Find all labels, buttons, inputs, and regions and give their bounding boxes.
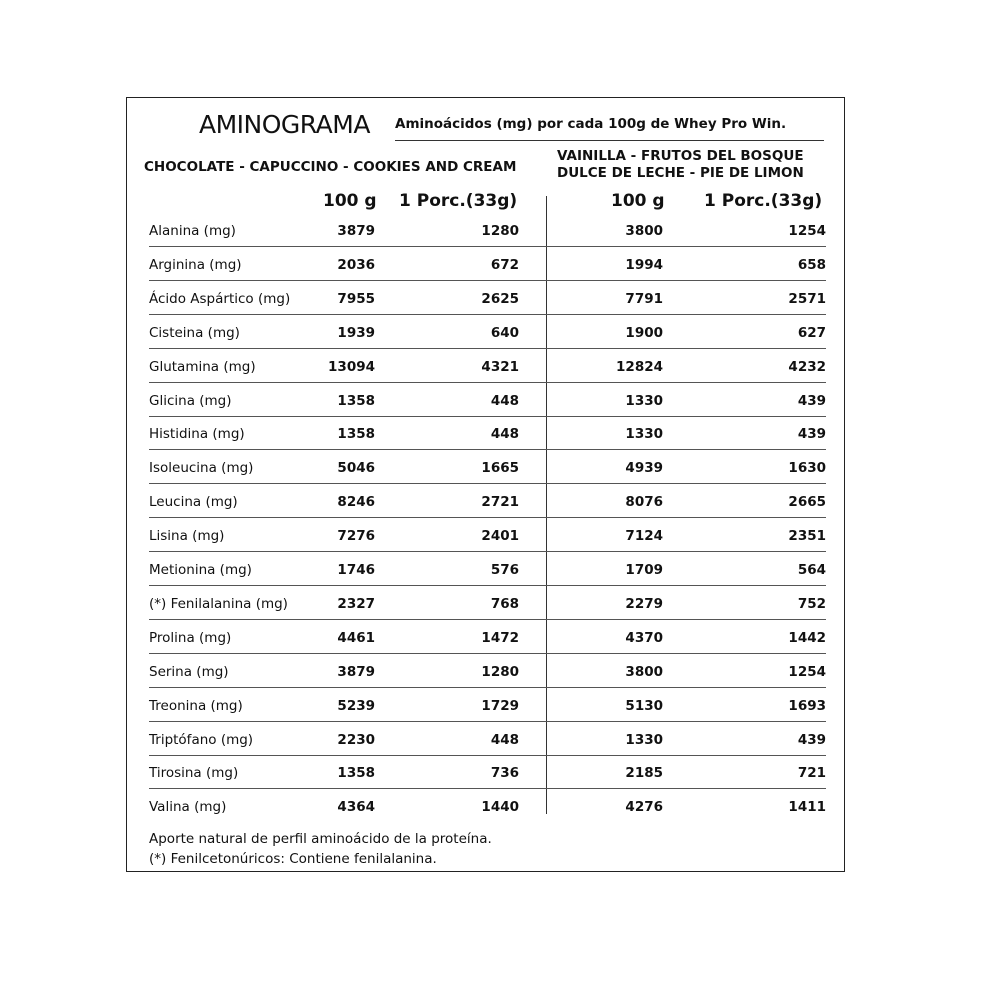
table-row <box>149 214 826 247</box>
row-divider <box>149 348 826 349</box>
amino-value: 721 <box>797 765 826 782</box>
amino-name: Glicina (mg) <box>149 392 232 409</box>
amino-name: Metionina (mg) <box>149 562 252 578</box>
amino-value: 1254 <box>788 223 826 239</box>
amino-value: 1693 <box>788 697 826 714</box>
amino-value: 448 <box>490 731 519 748</box>
amino-value: 1630 <box>788 460 826 477</box>
amino-value: 7955 <box>337 290 375 307</box>
amino-value: 2036 <box>337 256 375 273</box>
amino-name: Valina (mg) <box>149 799 227 816</box>
amino-value: 3800 <box>625 223 663 239</box>
amino-name: Histidina (mg) <box>149 426 245 443</box>
table-row <box>149 689 826 722</box>
amino-value: 448 <box>490 426 519 443</box>
amino-value: 4232 <box>788 358 826 375</box>
amino-value: 2230 <box>337 731 375 748</box>
amino-value: 1472 <box>481 629 519 646</box>
row-divider <box>149 382 826 383</box>
amino-value: 2327 <box>337 595 375 612</box>
amino-value: 658 <box>797 256 826 273</box>
table-row <box>149 485 826 518</box>
row-divider <box>149 755 826 756</box>
amino-value: 1746 <box>337 562 375 578</box>
header-divider <box>395 140 824 141</box>
table-row <box>149 655 826 688</box>
amino-value: 2625 <box>481 290 519 307</box>
column-header-100g-left: 100 g <box>323 191 377 211</box>
amino-name: Tirosina (mg) <box>149 765 239 782</box>
amino-value: 1939 <box>337 324 375 341</box>
amino-value: 736 <box>490 765 519 782</box>
table-row <box>149 282 826 315</box>
footnote-1: Aporte natural de perfil aminoácido de la proteína. <box>149 831 492 847</box>
amino-value: 439 <box>797 392 826 409</box>
table-row <box>149 756 826 789</box>
amino-value: 1330 <box>625 392 663 409</box>
amino-value: 2279 <box>625 595 663 612</box>
row-divider <box>149 551 826 552</box>
amino-value: 640 <box>490 324 519 341</box>
row-divider <box>149 280 826 281</box>
amino-name: Prolina (mg) <box>149 629 232 646</box>
amino-value: 1254 <box>788 663 826 680</box>
amino-value: 2571 <box>788 290 826 307</box>
amino-value: 1330 <box>625 426 663 443</box>
amino-name: Isoleucina (mg) <box>149 460 254 477</box>
table-row <box>149 519 826 552</box>
row-divider <box>149 246 826 247</box>
row-divider <box>149 721 826 722</box>
amino-value: 4939 <box>625 460 663 477</box>
amino-value: 7791 <box>625 290 663 307</box>
row-divider <box>149 687 826 688</box>
amino-name: (*) Fenilalanina (mg) <box>149 595 288 612</box>
flavors-right-label-1: VAINILLA - FRUTOS DEL BOSQUE <box>557 148 804 164</box>
amino-value: 7124 <box>625 528 663 545</box>
row-divider <box>149 517 826 518</box>
amino-value: 1442 <box>788 629 826 646</box>
amino-value: 2401 <box>481 528 519 545</box>
amino-value: 564 <box>797 562 826 578</box>
amino-value: 4370 <box>625 629 663 646</box>
amino-value: 7276 <box>337 528 375 545</box>
row-divider <box>149 416 826 417</box>
amino-value: 1358 <box>337 392 375 409</box>
table-row <box>149 553 826 586</box>
amino-value: 1900 <box>625 324 663 341</box>
page-title: AMINOGRAMA <box>199 110 370 139</box>
amino-value: 1358 <box>337 765 375 782</box>
amino-value: 4364 <box>337 799 375 816</box>
row-divider <box>149 449 826 450</box>
footnote-2: (*) Fenilcetonúricos: Contiene fenilalanina. <box>149 851 437 867</box>
amino-value: 4276 <box>625 799 663 816</box>
table-row <box>149 417 826 450</box>
row-divider <box>149 788 826 789</box>
amino-value: 3879 <box>337 223 375 239</box>
table-row <box>149 723 826 756</box>
amino-value: 2185 <box>625 765 663 782</box>
amino-name: Ácido Aspártico (mg) <box>149 290 291 307</box>
amino-value: 768 <box>490 595 519 612</box>
amino-value: 2351 <box>788 528 826 545</box>
amino-name: Treonina (mg) <box>149 697 243 714</box>
amino-value: 4321 <box>481 358 519 375</box>
amino-value: 2721 <box>481 494 519 511</box>
row-divider <box>149 619 826 620</box>
amino-value: 3800 <box>625 663 663 680</box>
table-row <box>149 451 826 484</box>
amino-value: 448 <box>490 392 519 409</box>
amino-value: 439 <box>797 426 826 443</box>
column-header-portion-right: 1 Porc.(33g) <box>704 191 823 211</box>
amino-value: 8246 <box>337 494 375 511</box>
table-row <box>149 790 826 823</box>
amino-value: 1358 <box>337 426 375 443</box>
amino-name: Alanina (mg) <box>149 223 236 239</box>
amino-name: Cisteina (mg) <box>149 324 240 341</box>
amino-value: 1709 <box>625 562 663 578</box>
amino-value: 4461 <box>337 629 375 646</box>
amino-value: 1994 <box>625 256 663 273</box>
table-row <box>149 587 826 620</box>
column-header-100g-right: 100 g <box>611 191 665 211</box>
table-row <box>149 384 826 417</box>
amino-value: 13094 <box>328 358 375 375</box>
page-subtitle: Aminoácidos (mg) por cada 100g de Whey Pro Win. <box>395 116 787 132</box>
amino-value: 1330 <box>625 731 663 748</box>
row-divider <box>149 483 826 484</box>
amino-value: 1729 <box>481 697 519 714</box>
amino-value: 1411 <box>788 799 826 816</box>
amino-value: 5130 <box>625 697 663 714</box>
amino-value: 12824 <box>616 358 663 375</box>
amino-value: 5046 <box>337 460 375 477</box>
table-row <box>149 350 826 383</box>
amino-value: 752 <box>797 595 826 612</box>
aminogram-panel <box>126 97 845 872</box>
table-row <box>149 248 826 281</box>
amino-name: Serina (mg) <box>149 663 229 680</box>
amino-name: Glutamina (mg) <box>149 358 256 375</box>
flavors-left-label: CHOCOLATE - CAPUCCINO - COOKIES AND CREAM <box>144 159 517 175</box>
amino-value: 8076 <box>625 494 663 511</box>
amino-value: 1280 <box>481 223 519 239</box>
amino-name: Lisina (mg) <box>149 528 225 545</box>
table-row <box>149 316 826 349</box>
amino-value: 1665 <box>481 460 519 477</box>
amino-value: 1440 <box>481 799 519 816</box>
amino-name: Leucina (mg) <box>149 494 238 511</box>
footnotes <box>149 829 492 869</box>
row-divider <box>149 653 826 654</box>
amino-value: 672 <box>490 256 519 273</box>
flavors-right-label-2: DULCE DE LECHE - PIE DE LIMON <box>557 165 804 181</box>
amino-value: 627 <box>797 324 826 341</box>
column-header-portion-left: 1 Porc.(33g) <box>399 191 518 211</box>
amino-value: 576 <box>490 562 519 578</box>
amino-value: 2665 <box>788 494 826 511</box>
table-row <box>149 621 826 654</box>
amino-value: 439 <box>797 731 826 748</box>
amino-value: 1280 <box>481 663 519 680</box>
row-divider <box>149 314 826 315</box>
row-divider <box>149 585 826 586</box>
amino-name: Arginina (mg) <box>149 256 242 273</box>
amino-value: 3879 <box>337 663 375 680</box>
amino-name: Triptófano (mg) <box>149 731 254 748</box>
amino-value: 5239 <box>337 697 375 714</box>
